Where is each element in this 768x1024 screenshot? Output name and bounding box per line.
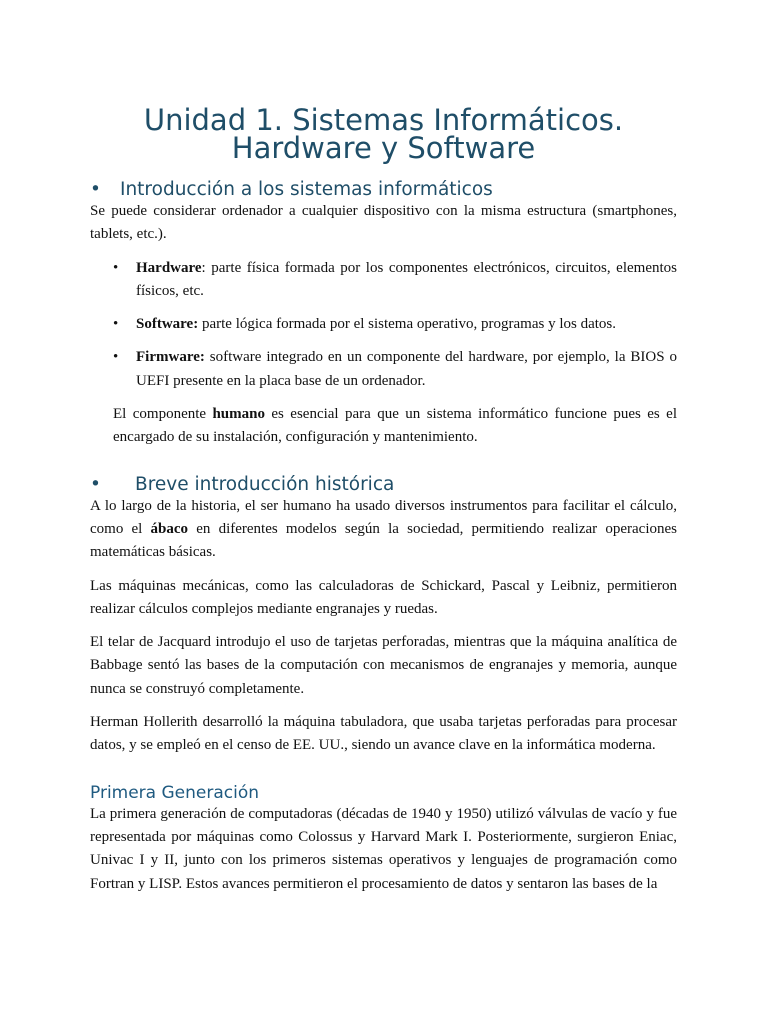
definition-firmware: software integrado en un componente del hardware, por ejemplo, la BIOS o UEFI presente en la placa base de un ordenador. xyxy=(136,349,677,389)
history-heading xyxy=(90,474,677,495)
history-paragraph-hollerith: Herman Hollerith desarrolló la máquina tabuladora, que usaba tarjetas perforadas para procesar datos, y se empleó en el censo de EE. UU., siendo un avance clave en la informática moderna. xyxy=(90,714,677,754)
term-software: Software: xyxy=(136,316,199,333)
list-bullet: • xyxy=(113,316,119,333)
intro-heading xyxy=(90,179,677,200)
human-component-paragraph xyxy=(90,403,677,450)
term-hardware: Hardware xyxy=(136,259,202,276)
list-item-hardware xyxy=(113,257,677,304)
definition-software: parte lógica formada por el sistema operativo, programas y los datos. xyxy=(198,316,617,333)
history-paragraph-jacquard: El telar de Jacquard introdujo el uso de tarjetas perforadas, mientras que la máquina analítica de Babbage sentó las bases de la computación con mecanismos de engranajes y memoria, aunque nunca se construyó completamente. xyxy=(90,634,677,697)
heading-bullet: • xyxy=(90,179,101,200)
list-item-text xyxy=(136,346,677,393)
intro-heading-text: Introducción a los sistemas informáticos xyxy=(120,179,493,200)
page-content xyxy=(90,103,677,896)
history-paragraph-abacus xyxy=(90,495,677,565)
list-item-text xyxy=(136,257,677,304)
term-abaco: ábaco xyxy=(150,520,189,537)
term-humano: humano xyxy=(212,406,265,423)
first-generation-paragraph: La primera generación de computadoras (décadas de 1940 y 1950) utilizó válvulas de vacío y fue representada por máquinas como Colossus y Harvard Mark I. Posteriormente, surgieron Eniac, Univac I y II, junto con los primeros sistemas operativos y lenguajes de programación como Fortran y LISP. Estos avances permitieron el procesamiento de datos y sentaron las bases de la xyxy=(90,805,677,892)
history-heading-text: Breve introducción histórica xyxy=(135,473,395,495)
components-list xyxy=(90,257,677,393)
heading-bullet: • xyxy=(90,473,101,495)
intro-paragraph: Se puede considerar ordenador a cualquier dispositivo con la misma estructura (smartphones, tablets, etc.). xyxy=(90,203,677,243)
list-item-firmware xyxy=(113,346,677,393)
abacus-text-after: en diferentes modelos según la sociedad, permitiendo realizar operaciones matemáticas básicas. xyxy=(90,520,677,561)
title-line-2: Hardware y Software xyxy=(231,131,536,165)
human-text-before: El componente xyxy=(113,406,213,423)
list-bullet: • xyxy=(113,349,119,366)
term-firmware: Firmware: xyxy=(136,349,205,366)
list-bullet: • xyxy=(113,259,119,276)
list-item-software xyxy=(113,313,677,336)
human-text-after: es esencial para que un sistema informático funcione pues es el encargado de su instalación, configuración y mantenimiento. xyxy=(113,406,677,446)
title-line-1: Unidad 1. Sistemas Informáticos. xyxy=(143,103,624,137)
document-title xyxy=(90,103,677,165)
history-paragraph-mechanical: Las máquinas mecánicas, como las calculadoras de Schickard, Pascal y Leibniz, permitieron realizar cálculos complejos mediante engranajes y ruedas. xyxy=(90,577,677,617)
list-item-text xyxy=(136,313,677,336)
definition-hardware: : parte física formada por los componentes electrónicos, circuitos, elementos físicos, etc. xyxy=(136,259,677,299)
first-generation-heading: Primera Generación xyxy=(90,782,260,803)
abacus-text-before: A lo largo de la historia, el ser humano ha usado diversos instrumentos para facilitar el cálculo, como el xyxy=(90,497,677,537)
